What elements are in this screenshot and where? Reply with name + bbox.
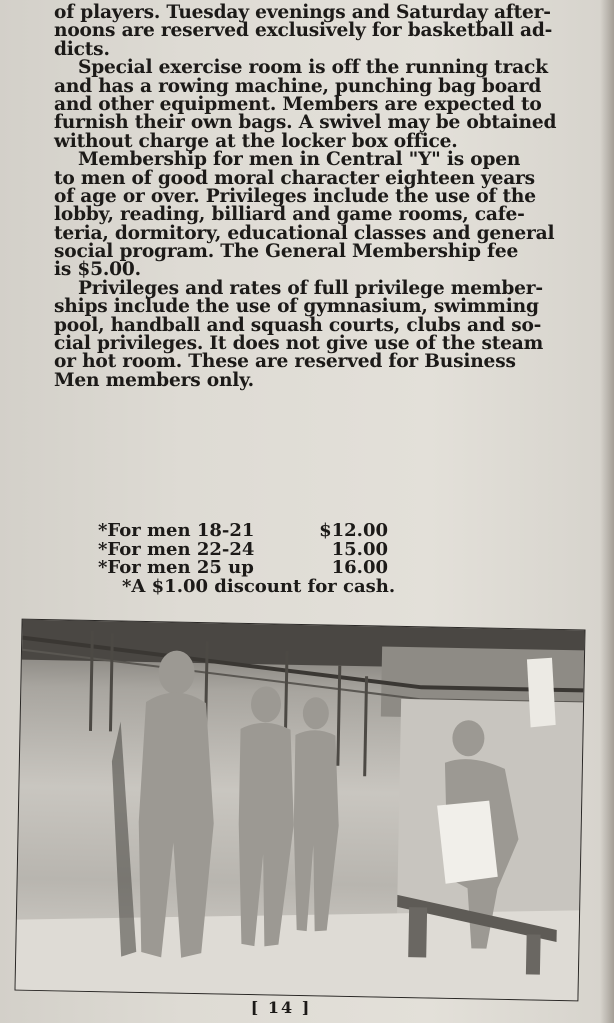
paragraph-full-privilege: [54, 277, 579, 391]
text-line: and has a rowing machine, punching bag board: [54, 75, 542, 97]
text-line: of players. Tuesday evenings and Saturday after-: [54, 2, 551, 23]
rates-table: [98, 522, 518, 596]
body-text: [54, 4, 579, 390]
text-line: dicts.: [54, 38, 110, 60]
rate-price: 16.00: [331, 557, 388, 579]
text-line: pool, handball and squash courts, clubs and so-: [54, 314, 542, 336]
hanging-towel: [526, 657, 557, 728]
text-line: lobby, reading, billiard and game rooms, cafe-: [54, 204, 525, 226]
paragraph-exercise-room: [54, 59, 579, 151]
rates-discount-note: *A $1.00 discount for cash.: [122, 575, 396, 597]
rate-row: [98, 559, 518, 578]
text-line: cial privileges. It does not give use of the steam: [54, 333, 544, 355]
rate-label: *For men 25 up: [98, 557, 254, 579]
text-line: and other equipment. Members are expected to: [54, 93, 542, 115]
text-line: furnish their own bags. A swivel may be obtained: [54, 112, 557, 134]
rate-price: 15.00: [331, 538, 388, 560]
rate-label: *For men 18-21: [98, 520, 255, 541]
text-line: of age or over. Privileges include the use of the: [54, 185, 536, 207]
paragraph-membership: [54, 151, 579, 280]
text-line: without charge at the locker box office.: [54, 130, 458, 152]
page-number: [ 14 ]: [250, 998, 312, 1017]
text-line: to men of good moral character eighteen years: [54, 167, 535, 189]
text-line: teria, dormitory, educational classes and general: [54, 222, 555, 244]
text-line: noons are reserved exclusively for basketball ad-: [54, 20, 553, 42]
towel: [436, 800, 500, 885]
bench-leg: [408, 907, 427, 957]
text-line: Privileges and rates of full privilege member-: [78, 277, 543, 299]
page-edge-shadow: [600, 0, 614, 1023]
photo-illustration: [16, 620, 585, 1001]
shower-room-photo: [14, 619, 585, 1002]
rate-row: [98, 522, 518, 541]
text-line: or hot room. These are reserved for Business: [54, 351, 516, 373]
bench-leg: [526, 934, 541, 974]
text-line: ships include the use of gymnasium, swimming: [54, 296, 539, 318]
text-line: Men members only.: [54, 369, 254, 391]
text-line: is $5.00.: [54, 259, 141, 281]
rate-price: $12.00: [319, 520, 388, 541]
text-line: Membership for men in Central "Y" is open: [78, 149, 521, 171]
text-line: Special exercise room is off the running track: [78, 57, 548, 79]
text-line: social program. The General Membership fee: [54, 241, 519, 263]
rate-label: *For men 22-24: [98, 538, 255, 560]
paragraph-basketball: [54, 4, 579, 59]
